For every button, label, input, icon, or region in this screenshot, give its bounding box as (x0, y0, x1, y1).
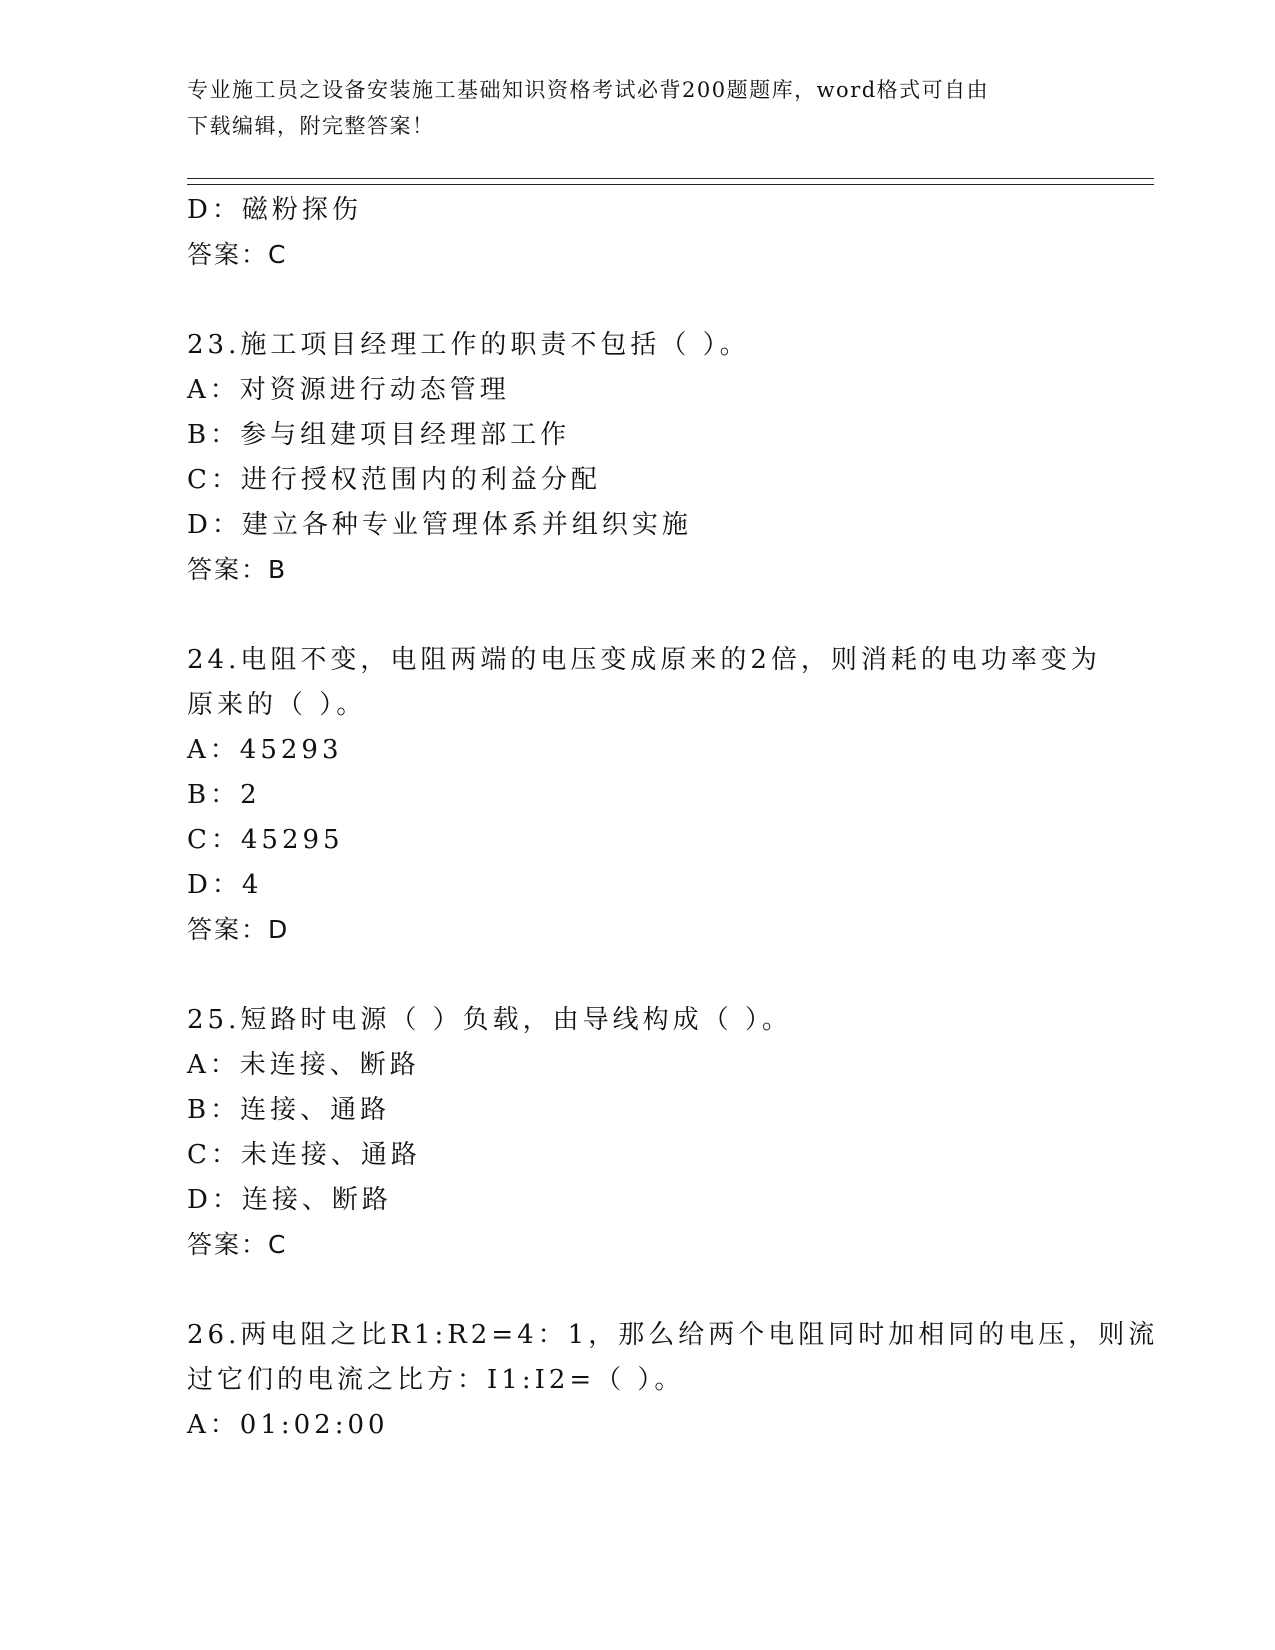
header-line-2: 下载编辑，附完整答案！ (187, 114, 435, 138)
question-23: 23.施工项目经理工作的职责不包括（ ）。 (187, 330, 750, 360)
header-line-1: 专业施工员之设备安装施工基础知识资格考试必背200题题库，word格式可自由 (187, 78, 990, 102)
question-25: 25.短路时电源（ ）负载，由导线构成（ ）。 (187, 1005, 792, 1035)
option-a: A：45293 (187, 735, 343, 765)
header-divider-top (187, 178, 1154, 179)
option-d: D：建立各种专业管理体系并组织实施 (187, 510, 692, 540)
question-24-cont: 原来的（ ）。 (187, 690, 367, 720)
option-c: C：未连接、通路 (187, 1140, 421, 1170)
option-d: D：磁粉探伤 (187, 195, 362, 225)
option-d: D：4 (187, 870, 263, 900)
option-b: B：2 (187, 780, 261, 810)
option-b: B：参与组建项目经理部工作 (187, 420, 571, 450)
option-a: A：未连接、断路 (187, 1050, 420, 1080)
option-a: A：01:02:00 (187, 1410, 389, 1440)
question-24: 24.电阻不变，电阻两端的电压变成原来的2倍，则消耗的电功率变为 (187, 645, 1101, 675)
answer: 答案：D (187, 915, 290, 944)
option-c: C：45295 (187, 825, 344, 855)
answer: 答案：C (187, 1230, 288, 1259)
question-26-cont: 过它们的电流之比方：I1:I2=（ ）。 (187, 1365, 685, 1395)
option-d: D：连接、断路 (187, 1185, 392, 1215)
option-c: C：进行授权范围内的利益分配 (187, 465, 601, 495)
document-header (187, 72, 1067, 144)
option-b: B：连接、通路 (187, 1095, 391, 1125)
question-26: 26.两电阻之比R1:R2=4：1，那么给两个电阻同时加相同的电压，则流 (187, 1320, 1159, 1350)
option-a: A：对资源进行动态管理 (187, 375, 510, 405)
answer: 答案：C (187, 240, 288, 269)
header-divider-bottom (187, 184, 1154, 185)
answer: 答案：B (187, 555, 288, 584)
